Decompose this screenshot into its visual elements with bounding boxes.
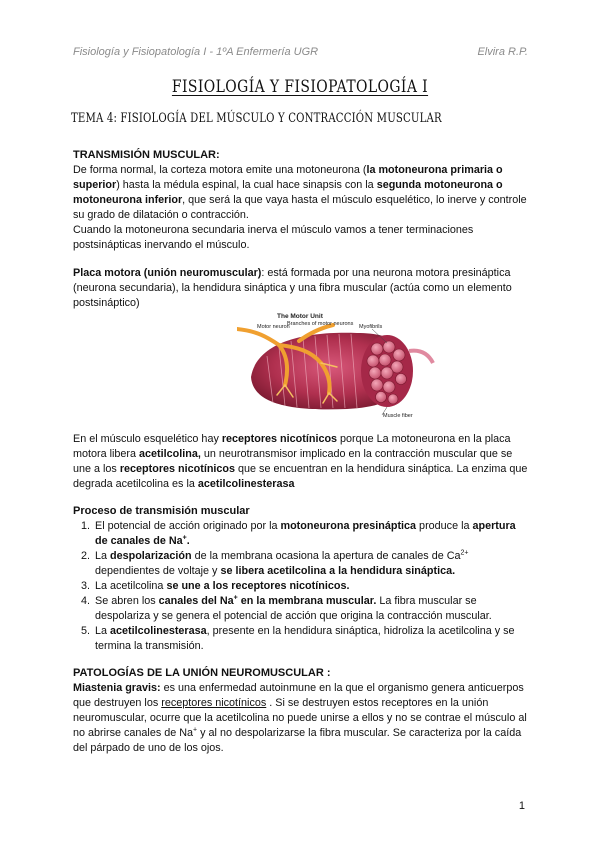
- text: de la membrana ocasiona la apertura de canales de Ca: [191, 550, 461, 562]
- text: La fibra muscular se despolariza y se genera el potencial de acción que origina la contracción muscular.: [95, 595, 492, 622]
- bold-text: receptores nicotínicos: [221, 433, 338, 445]
- superscript: +: [182, 534, 187, 542]
- underlined-term: receptores nicotínicos: [161, 697, 267, 709]
- bold-text: en la membrana muscular.: [237, 595, 377, 607]
- section-heading-transmision: TRANSMISIÓN MUSCULAR:: [73, 149, 220, 161]
- label-myofibrils: Myofibrils: [359, 324, 383, 330]
- topic-title: TEMA 4: FISIOLOGÍA DEL MÚSCULO Y CONTRACCIÓN MUSCULAR: [71, 111, 442, 126]
- bold-text: apertura de canales de Na: [95, 520, 516, 547]
- text: dependientes de voltaje y: [95, 565, 221, 577]
- text: , presente en la hendidura sináptica, hidroliza la acetilcolina y se termina la transmisión.: [95, 625, 515, 652]
- motor-unit-figure: [237, 311, 473, 419]
- motor-unit-illustration: [237, 311, 473, 419]
- superscript: 2+: [460, 549, 469, 557]
- text: La: [95, 550, 111, 562]
- bold-text: acetilcolina,: [139, 448, 201, 460]
- label-motor-neuron: Motor neuron: [257, 324, 290, 330]
- section-patologias: [73, 666, 528, 756]
- text: ) hasta la médula espinal, la cual hace sinapsis con la: [116, 179, 377, 191]
- process-step: [93, 579, 528, 594]
- process-step: [93, 549, 528, 579]
- bold-text: segunda motoneurona o motoneurona inferior: [73, 179, 503, 206]
- text: que se encuentran en la hendidura sináptica. La enzima que degrada acetilcolina es la: [73, 463, 528, 490]
- paragraph-transmision-1: [73, 163, 528, 223]
- section-placa-motora: [73, 266, 528, 311]
- text: es una enfermedad autoinmune en la que el organismo genera anticuerpos que destruyen los: [73, 682, 524, 709]
- text: porque La motoneurona en la placa motora libera: [73, 433, 511, 460]
- label-muscle-fiber: Muscle fiber: [383, 413, 413, 419]
- section-heading-proceso: Proceso de transmisión muscular: [73, 505, 250, 517]
- section-receptores: [73, 432, 528, 492]
- section-proceso: [73, 504, 528, 654]
- bold-text: acetilcolinesterasa: [197, 478, 295, 490]
- page-number: 1: [518, 800, 525, 812]
- bold-text: se une a los receptores nicotínicos.: [166, 580, 350, 592]
- text: un neurotransmisor implicado en la contracción muscular que se une a los: [73, 448, 513, 475]
- text: La acetilcolina: [95, 580, 167, 592]
- text: La: [95, 625, 111, 637]
- process-step: [93, 594, 528, 624]
- bold-term: Placa motora (unión neuromuscular): [73, 267, 262, 279]
- text: Se abren los: [95, 595, 159, 607]
- header-course: Fisiología y Fisiopatología I - 1ºA Enfermería UGR: [73, 46, 319, 58]
- bold-text: acetilcolinesterasa: [110, 625, 207, 637]
- text: En el músculo esquelético hay: [73, 433, 222, 445]
- bold-text: se libera acetilcolina a la hendidura sináptica.: [220, 565, 456, 577]
- text: , que será la que vaya hasta el músculo esquelético, lo inerve y controle su grado de dilatación o contracción.: [73, 194, 527, 221]
- text: El potencial de acción originado por la: [95, 520, 281, 532]
- section-transmision: [73, 148, 528, 253]
- superscript: +: [193, 726, 198, 734]
- text: De forma normal, la corteza motora emite una motoneurona (: [73, 164, 367, 176]
- bold-text: motoneurona presináptica: [280, 520, 417, 532]
- header-author: Elvira R.P.: [477, 46, 528, 58]
- text: produce la: [416, 520, 473, 532]
- figure-title: The Motor Unit: [277, 313, 323, 320]
- paragraph-transmision-2: Cuando la motoneurona secundaria inerva el músculo vamos a tener terminaciones postsinápticas inervando el músculo.: [73, 224, 474, 251]
- process-step: [93, 624, 528, 654]
- label-branches: Branches of motor neurons: [287, 321, 354, 327]
- paragraph-miastenia: [73, 681, 528, 756]
- text: y al no despolarizarse la fibra muscular. Se caracteriza por la caída del párpado de uno de los ojos.: [73, 727, 522, 754]
- bold-text: receptores nicotínicos: [119, 463, 236, 475]
- section-heading-patologias: PATOLOGÍAS DE LA UNIÓN NEUROMUSCULAR :: [73, 667, 331, 679]
- bold-text: canales del Na: [158, 595, 234, 607]
- bold-text: despolarización: [110, 550, 192, 562]
- paragraph-receptores: [73, 432, 528, 492]
- bold-term: Miastenia gravis:: [73, 682, 161, 694]
- bold-text: la motoneurona primaria o superior: [73, 164, 503, 191]
- bold-text: .: [186, 535, 190, 547]
- process-steps-list: [73, 519, 528, 654]
- paragraph-placa-motora: [73, 266, 528, 311]
- text: . Si se destruyen estos receptores en la unión neuromuscular, ocurre que la acetilcolina no puede unirse a ellos y no se contrae el músculo al no abrirse canales de Na: [73, 697, 527, 739]
- process-step: [93, 519, 528, 549]
- text: : está formada por una neurona motora presináptica (neurona secundaria), la hendidura sináptica y una fibra muscular (actúa como un elemento postsináptico): [73, 267, 512, 309]
- superscript: +: [233, 594, 238, 602]
- document-title: FISIOLOGÍA Y FISIOPATOLOGÍA I: [171, 77, 429, 97]
